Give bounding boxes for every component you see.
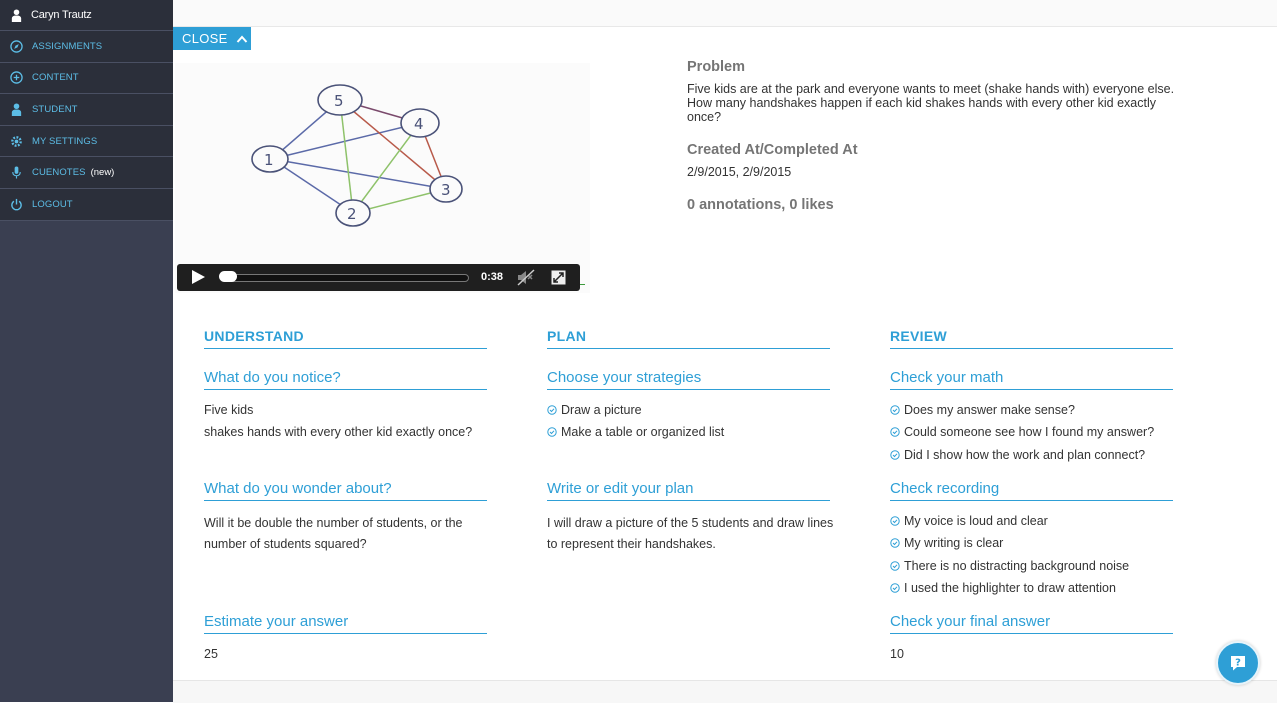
estimate-value: 25 — [204, 647, 218, 661]
video-frame[interactable] — [175, 63, 590, 293]
sidebar-item-assignments[interactable] — [0, 31, 173, 63]
sidebar-item-logout[interactable] — [0, 189, 173, 221]
estimate-title: Estimate your answer — [204, 613, 487, 634]
strategy-label: Make a table or organized list — [561, 425, 725, 439]
recording-check-label: There is no distracting background noise — [904, 559, 1130, 573]
sidebar-item-label: CUENOTES — [32, 167, 86, 179]
strategy-item — [547, 403, 642, 417]
recording-check-item — [890, 514, 1048, 528]
sidebar-item-cuenotes[interactable] — [0, 157, 173, 189]
check-circle-icon — [890, 583, 900, 593]
gear-icon — [10, 135, 23, 148]
check-circle-icon — [890, 538, 900, 548]
check-math-title: Check your math — [890, 369, 1173, 390]
recording-check-item — [890, 536, 1003, 550]
review-title: REVIEW — [890, 328, 1173, 349]
recording-check-item — [890, 581, 1116, 595]
write-plan-title: Write or edit your plan — [547, 480, 830, 501]
check-circle-icon — [547, 405, 557, 415]
math-check-label: Could someone see how I found my answer? — [904, 425, 1155, 439]
understand-title: UNDERSTAND — [204, 328, 487, 349]
sidebar-user[interactable] — [0, 0, 173, 31]
recording-check-label: I used the highlighter to draw attention — [904, 581, 1116, 595]
sidebar-item-label: ASSIGNMENTS — [32, 40, 103, 52]
svg-text:3: 3 — [441, 181, 451, 199]
strategy-label: Draw a picture — [561, 403, 642, 417]
created-value: 2/9/2015, 2/9/2015 — [687, 165, 792, 179]
svg-text:2: 2 — [347, 205, 357, 223]
check-recording-title: Check recording — [890, 480, 1173, 501]
fullscreen-icon[interactable] — [551, 270, 566, 285]
video-time: 0:38 — [481, 271, 504, 283]
sidebar-item-label: CONTENT — [32, 72, 79, 84]
math-check-item — [890, 403, 1075, 417]
recording-check-label: My voice is loud and clear — [904, 514, 1048, 528]
final-answer-value: 10 — [890, 647, 904, 661]
video-edge-line — [580, 284, 585, 285]
check-circle-icon — [890, 427, 900, 437]
microphone-icon — [10, 166, 23, 179]
plan-title: PLAN — [547, 328, 830, 349]
stats-text: 0 annotations, 0 likes — [687, 197, 834, 213]
sidebar-item-label: MY SETTINGS — [32, 135, 98, 147]
sidebar-item-label: STUDENT — [32, 103, 78, 115]
play-icon[interactable] — [190, 269, 206, 285]
wonder-title: What do you wonder about? — [204, 480, 487, 501]
person-icon — [10, 9, 23, 22]
video-progress-track[interactable] — [221, 274, 469, 282]
strategies-title: Choose your strategies — [547, 369, 830, 390]
chevron-up-icon — [236, 35, 248, 43]
compass-icon — [10, 40, 23, 53]
sidebar-item-label: LOGOUT — [32, 198, 73, 210]
mute-icon[interactable] — [517, 269, 535, 286]
final-answer-title: Check your final answer — [890, 613, 1173, 634]
recording-check-label: My writing is clear — [904, 536, 1004, 550]
problem-text: Five kids are at the park and everyone wants to meet (shake hands with) everyone else. How many handshakes happen if each kid shakes hands with every other kid exactly once? — [687, 82, 1175, 124]
check-circle-icon — [890, 561, 900, 571]
new-badge: (new) — [90, 167, 115, 179]
sidebar-item-content[interactable] — [0, 63, 173, 95]
help-chat-icon — [1229, 654, 1247, 672]
svg-text:1: 1 — [264, 151, 274, 169]
math-check-label: Did I show how the work and plan connect? — [904, 448, 1146, 462]
sidebar-item-my-settings[interactable] — [0, 126, 173, 158]
top-bar — [173, 0, 1277, 27]
svg-text:5: 5 — [334, 92, 344, 110]
check-circle-icon — [547, 427, 557, 437]
math-check-item — [890, 425, 1154, 439]
notice-item: shakes hands with every other kid exactly once? — [204, 425, 473, 439]
math-check-label: Does my answer make sense? — [904, 403, 1075, 417]
created-heading: Created At/Completed At — [687, 142, 858, 158]
svg-text:4: 4 — [414, 115, 424, 133]
plus-circle-icon — [10, 71, 23, 84]
write-plan-text: I will draw a picture of the 5 students and draw lines to represent their handshakes. — [547, 516, 834, 551]
sidebar — [0, 0, 173, 702]
strategy-item — [547, 425, 724, 439]
check-circle-icon — [890, 405, 900, 415]
video-progress-handle[interactable] — [219, 271, 237, 282]
sidebar-item-student[interactable] — [0, 94, 173, 126]
recording-check-item — [890, 559, 1129, 573]
check-circle-icon — [890, 450, 900, 460]
notice-title: What do you notice? — [204, 369, 487, 390]
svg-text:?: ? — [1235, 657, 1241, 669]
close-label: CLOSE — [182, 31, 228, 46]
notice-item: Five kids — [204, 403, 254, 417]
check-circle-icon — [890, 516, 900, 526]
person-icon — [10, 103, 23, 116]
math-check-item — [890, 448, 1145, 462]
help-button[interactable] — [1216, 641, 1260, 685]
power-icon — [10, 198, 23, 211]
user-name: Caryn Trautz — [31, 9, 92, 21]
bottom-bar — [173, 680, 1277, 703]
wonder-text: Will it be double the number of students, or the number of students squared? — [204, 516, 463, 551]
close-button[interactable] — [173, 27, 251, 50]
problem-heading: Problem — [687, 59, 746, 75]
